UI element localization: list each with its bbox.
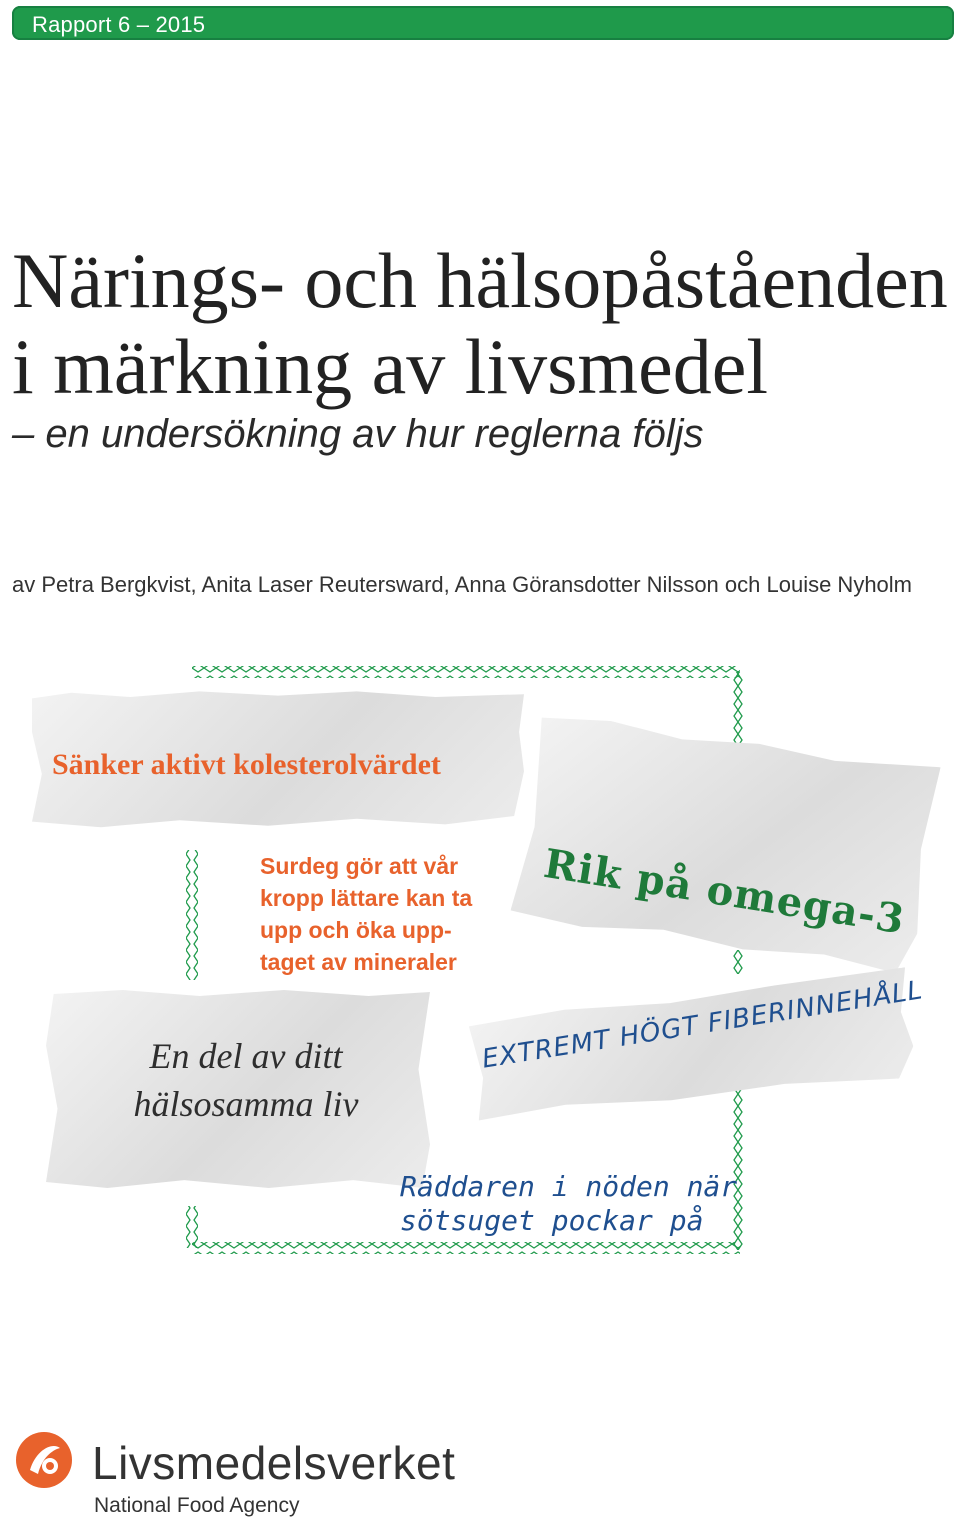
brand-subtitle: National Food Agency [94,1494,300,1517]
claim-surdeg-line-2: kropp lättare kan ta [260,885,473,911]
claim-endel [96,1032,396,1128]
zigzag-bottom [192,1242,740,1254]
claim-surdeg [260,850,472,978]
brand-name: Livsmedelsverket [92,1437,456,1489]
claim-surdeg-line-1: Surdeg gör att vår [260,853,459,879]
claim-raddaren [400,1170,737,1238]
zigzag-top [192,666,740,678]
claim-endel-line-1: En del av ditt [149,1036,343,1076]
claim-sanker: Sänker aktivt kolesterolvärdet [52,748,441,781]
zigzag-left-middle [186,850,198,980]
title-line-2: i märkning av livsmedel [12,323,769,410]
claim-raddaren-line-2: sötsuget pockar på [400,1204,704,1237]
page-title [12,238,948,410]
zigzag-right-middle [732,950,744,974]
claim-endel-line-2: hälsosamma liv [133,1084,359,1124]
claim-fiber: EXTREMT HÖGT FIBERINNEHÅLL [480,975,925,1075]
claim-raddaren-line-1: Räddaren i nöden när [400,1170,738,1203]
report-label: Rapport 6 – 2015 [32,12,206,37]
claims-illustration [0,650,960,1270]
zigzag-right-upper [732,672,744,752]
claim-surdeg-line-4: taget av mineraler [260,949,457,975]
claim-surdeg-line-3: upp och öka upp- [260,917,452,943]
authors-line: av Petra Bergkvist, Anita Laser Reutersward, Anna Göransdotter Nilsson och Louise Nyholm [12,572,913,597]
livsmedelsverket-logo-icon [14,1430,74,1490]
zigzag-left-bottom [186,1206,198,1248]
title-line-1: Närings- och hälsopåståenden [12,237,948,324]
page-subtitle: – en undersökning av hur reglerna följs [12,412,704,456]
claim-omega: Rik på omega-3 [540,840,909,944]
report-header-bar [12,6,954,40]
